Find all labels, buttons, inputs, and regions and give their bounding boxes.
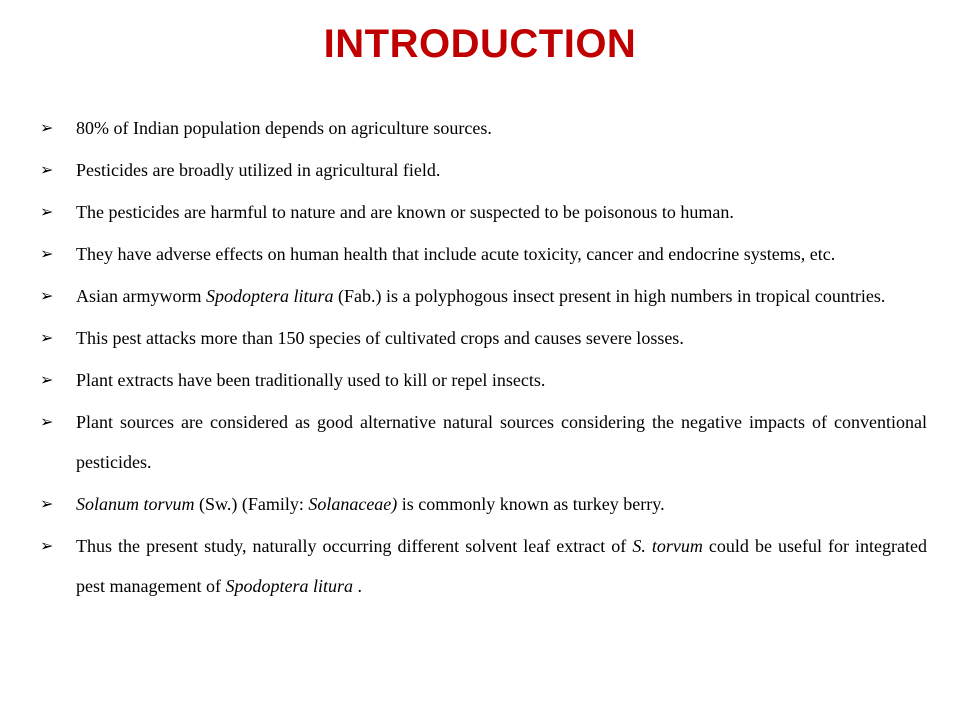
bullet-item bbox=[40, 318, 927, 358]
arrow-bullet-icon: ➢ bbox=[40, 328, 54, 347]
bullet-text-end: . bbox=[352, 576, 362, 596]
bullet-text-start: Asian armyworm bbox=[76, 286, 206, 306]
slide-title: INTRODUCTION bbox=[323, 22, 637, 66]
arrow-bullet-icon: ➢ bbox=[40, 494, 54, 513]
bullet-item bbox=[40, 402, 927, 482]
bullet-text: They have adverse effects on human health that include acute toxicity, cancer and endocrine systems, etc. bbox=[76, 244, 836, 264]
species-name: Spodoptera litura bbox=[225, 576, 353, 596]
arrow-bullet-icon: ➢ bbox=[40, 536, 54, 555]
bullet-item bbox=[40, 276, 927, 316]
bullet-text: This pest attacks more than 150 species of cultivated crops and causes severe losses. bbox=[76, 328, 684, 348]
arrow-bullet-icon: ➢ bbox=[40, 244, 54, 263]
arrow-bullet-icon: ➢ bbox=[40, 286, 54, 305]
species-name: Spodoptera litura bbox=[205, 286, 334, 306]
bullet-text-end: (Fab.) is a polyphogous insect present in high numbers in tropical countries. bbox=[333, 286, 886, 306]
bullet-text: Plant sources are considered as good alternative natural sources considering the negative impacts of conventional pesticides. bbox=[76, 412, 927, 472]
bullet-item bbox=[40, 192, 927, 232]
bullet-text-mid: (Sw.) (Family: bbox=[194, 494, 309, 514]
bullet-item bbox=[40, 108, 927, 148]
bullet-text: Pesticides are broadly utilized in agricultural field. bbox=[76, 160, 441, 180]
family-name: Solanaceae) bbox=[308, 494, 398, 514]
bullet-item bbox=[40, 484, 927, 524]
bullet-item bbox=[40, 150, 927, 190]
arrow-bullet-icon: ➢ bbox=[40, 202, 54, 221]
species-name: Solanum torvum bbox=[76, 494, 195, 514]
bullet-item bbox=[40, 360, 927, 400]
arrow-bullet-icon: ➢ bbox=[40, 118, 54, 137]
arrow-bullet-icon: ➢ bbox=[40, 412, 54, 431]
bullet-text: 80% of Indian population depends on agriculture sources. bbox=[76, 118, 492, 138]
bullet-text-mid: could be useful for integrated pest management of bbox=[76, 536, 928, 596]
bullet-text-end: is commonly known as turkey berry. bbox=[397, 494, 665, 514]
bullet-text: Plant extracts have been traditionally used to kill or repel insects. bbox=[76, 370, 546, 390]
bullet-list bbox=[40, 108, 927, 608]
species-name: S. torvum bbox=[632, 536, 703, 556]
arrow-bullet-icon: ➢ bbox=[40, 160, 54, 179]
bullet-item bbox=[40, 526, 927, 606]
bullet-text-start: Thus the present study, naturally occurring different solvent leaf extract of bbox=[76, 536, 633, 556]
bullet-text: The pesticides are harmful to nature and are known or suspected to be poisonous to human. bbox=[76, 202, 734, 222]
arrow-bullet-icon: ➢ bbox=[40, 370, 54, 389]
bullet-item bbox=[40, 234, 927, 274]
